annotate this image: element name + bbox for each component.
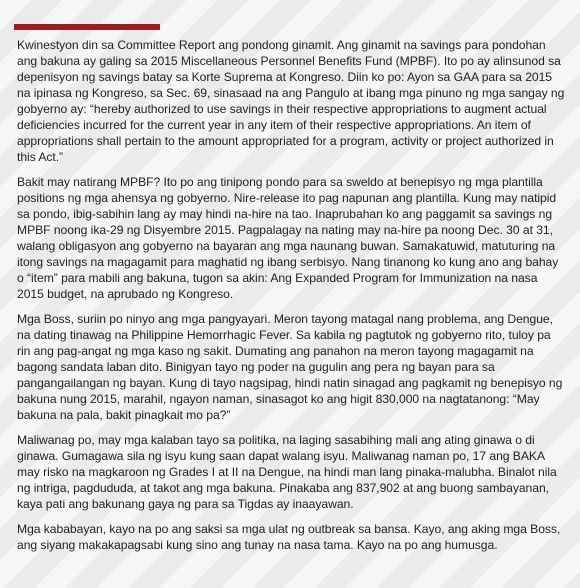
paragraph-closing-appeal: Mga kababayan, kayo na po ang saksi sa mga ulat ng outbreak sa bansa. Kayo, ang aking mga Boss, ang siyang makakapagsabi kung sino ang tunay na nasa tama. Kayo na po ang humusga.	[17, 522, 561, 552]
paragraph-dengue-context: Mga Boss, suriin po ninyo ang mga pangyayari. Meron tayong matagal nang problema, ang Dengue, na dating tinawag na Philippine Hemorrhagic Fever. Sa kabila ng pagtutok ng gobyerno rito, tuloy pa rin ang pag-angat ng mga kaso ng sakit. Dumating ang panahon na meron tayong magagamit na bagong sandata laban dito. Binigyan tayo ng poder na gugulin ang pera ng bayan para sa pangangailangan ng bayan. Kung di tayo nagsipag, hindi natin sinagad ang pagkamit ng benepisyo ng bakuna nung 2015, marahil, ngayon naman, sinasagot ko ang higit 830,000 na nagtatanong: “May bakuna na pala, bakit pinagkait mo pa?”	[17, 312, 563, 422]
statement-body	[17, 37, 566, 562]
paragraph-mpbf-explanation: Bakit may natirang MPBF? Ito po ang tinipong pondo para sa sweldo at benepisyo ng mga plantilla positions ng mga ahensya ng gobyerno. Nire-release ito pag napunan ang plantilla. Kung may natipid sa pondo, ibig-sabihin lang ay may hindi na-hire na tao. Inaprubahan ko ang paggamit sa savings ng MPBF noong ika-29 ng Disyembre 2015. Pagpalagay na nating may na-hire pa noong Dec. 30 at 31, walang obligasyon ang gobyerno na bayaran ang mga naunang buwan. Samakatuwid, matuturing na itong savings na magagamit para maghatid ng ibang serbisyo. Nang tinanong ko kung ano ang bahay o “item” para mabili ang bakuna, tugon sa akin: Ang Expanded Program for Immunization na nasa 2015 budget, na aprubado ng Kongreso.	[17, 175, 559, 301]
paragraph-savings-source: Kwinestyon din sa Committee Report ang pondong ginamit. Ang ginamit na savings para pondohan ang bakuna ay galing sa 2015 Miscellaneous Personnel Benefits Fund (MPBF). Ito po ay alinsunod sa depenisyon ng savings batay sa Korte Suprema at Kongreso. Diin ko po: Ayon sa GAA para sa 2015 na ipinasa ng Kongreso, sa Sec. 69, sinasaad na ang Pangulo at ibang mga pinuno ng mga sangay ng gobyerno ay: “hereby authorized to use savings in their respective appropriations to augment actual deficiencies incurred for the current year in any item of their respective appropriations. An item of appropriations shall pertain to the amount appropriated for a program, activity or project authorized in this Act.”	[17, 38, 565, 164]
paragraph-political-critics: Maliwanag po, may mga kalaban tayo sa politika, na laging sasabihing mali ang ating ginawa o di ginawa. Gumagawa sila ng isyu kung saan dapat walang isyu. Maliwanag naman po, 17 ang BAKA may risko na magkaroon ng Grades I at II na Dengue, na hindi man lang pinaka-malubha. Binalot nila ng intriga, pagdududa, at takot ang mga bakuna. Pinakaba ang 837,902 at ang buong sambayanan, kaya pati ang bakunang gaya ng para sa Tigdas ay inaayawan.	[17, 433, 557, 511]
header-accent-bar	[14, 24, 160, 30]
